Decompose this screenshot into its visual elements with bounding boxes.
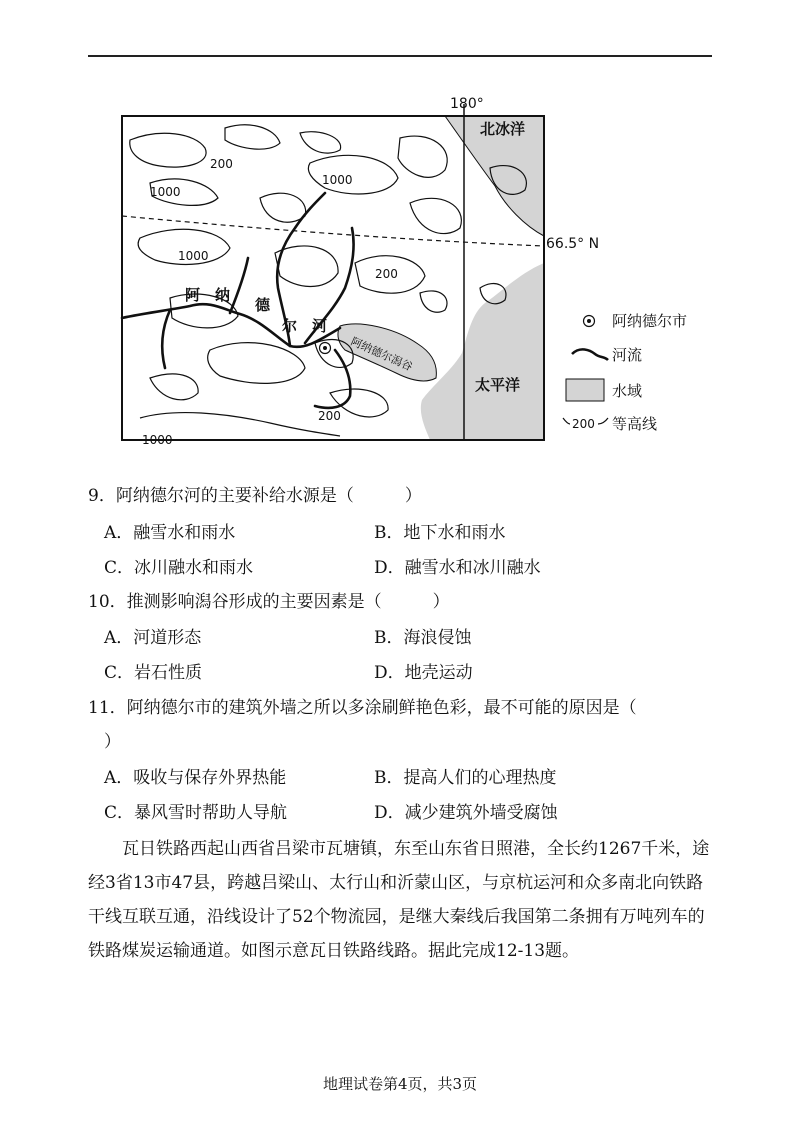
question-10-option-b: B．海浪侵蚀 [374, 628, 472, 648]
meridian-label: 180° [450, 96, 484, 112]
legend-city [584, 312, 688, 330]
question-9-option-a: A．融雪水和雨水 [104, 523, 236, 543]
contour-label-1000-c: 1000 [178, 249, 209, 263]
contour-label-1000-d: 1000 [142, 433, 173, 447]
river-icon [572, 349, 608, 360]
river-label-char-5: 河 [312, 317, 328, 335]
contour-label-200-c: 200 [318, 409, 341, 423]
legend-water-label: 水域 [612, 382, 643, 400]
map-figure [100, 88, 720, 468]
river-label-char-3: 德 [255, 296, 271, 314]
question-11-stem: 11．阿纳德尔市的建筑外墙之所以多涂刷鲜艳色彩，最不可能的原因是（ [88, 698, 637, 718]
legend-contour-label: 等高线 [612, 415, 658, 433]
legend-water [566, 379, 642, 401]
pacific-label: 太平洋 [475, 376, 521, 394]
anadyr-city-marker [320, 343, 331, 354]
question-10-option-d: D．地壳运动 [374, 663, 473, 683]
arctic-circle-line [122, 216, 544, 246]
header-rule [88, 55, 712, 57]
water-area-icon [566, 379, 604, 401]
question-10-option-a: A．河道形态 [104, 628, 202, 648]
contour-label-200-b: 200 [375, 267, 398, 281]
question-11-option-b: B．提高人们的心理热度 [374, 768, 557, 788]
question-11-stem-cont: ） [104, 732, 121, 752]
legend-river-label: 河流 [612, 346, 643, 364]
river-label-char-4: 尔 [282, 317, 298, 335]
question-11-option-c: C．暴风雪时帮助人导航 [104, 803, 288, 823]
question-10-stem: 10．推测影响潟谷形成的主要因素是（ ） [88, 592, 450, 612]
question-9-stem: 9．阿纳德尔河的主要补给水源是（ ） [88, 486, 422, 506]
page-footer: 地理试卷第4页，共3页 [322, 1075, 478, 1093]
question-9-option-d: D．融雪水和冰川融水 [374, 558, 541, 578]
legend-contour [563, 415, 657, 433]
river-label-char-1: 阿 [185, 286, 201, 304]
river-label-char-2: 纳 [215, 286, 231, 304]
arctic-ocean-label: 北冰洋 [480, 120, 526, 138]
map-svg [100, 88, 720, 468]
question-9-option-b: B．地下水和雨水 [374, 523, 506, 543]
question-10-option-c: C．岩石性质 [104, 663, 203, 683]
question-11-option-a: A．吸收与保存外界热能 [104, 768, 287, 788]
legend-city-label: 阿纳德尔市 [612, 312, 688, 330]
contour-label-200-a: 200 [210, 157, 233, 171]
contour-icon [563, 418, 570, 424]
legend-contour-sample: 200 [572, 417, 595, 431]
arctic-circle-label: 66.5° N [546, 236, 600, 252]
contour-label-1000-b: 1000 [322, 173, 353, 187]
contour-label-1000-a: 1000 [150, 185, 181, 199]
lagoon-label: 阿纳德尔潟谷 [348, 334, 415, 374]
question-11-option-d: D．减少建筑外墙受腐蚀 [374, 803, 558, 823]
map-legend [563, 312, 687, 433]
passage-12-13: 瓦日铁路西起山西省吕梁市瓦塘镇，东至山东省日照港，全长约1267千米，途经3省13市47县，跨越吕梁山、太行山和沂蒙山区，与京杭运河和众多南北向铁路干线互联互通，沿线设计了52个物流园，是继大秦线后我国第二条拥有万吨列车的铁路煤炭运输通道。如图示意瓦日铁路线路。据此完成12-13题。 [88, 839, 710, 961]
question-9-option-c: C．冰川融水和雨水 [104, 558, 254, 578]
pacific-ocean-area [421, 263, 544, 440]
legend-river [572, 346, 642, 364]
